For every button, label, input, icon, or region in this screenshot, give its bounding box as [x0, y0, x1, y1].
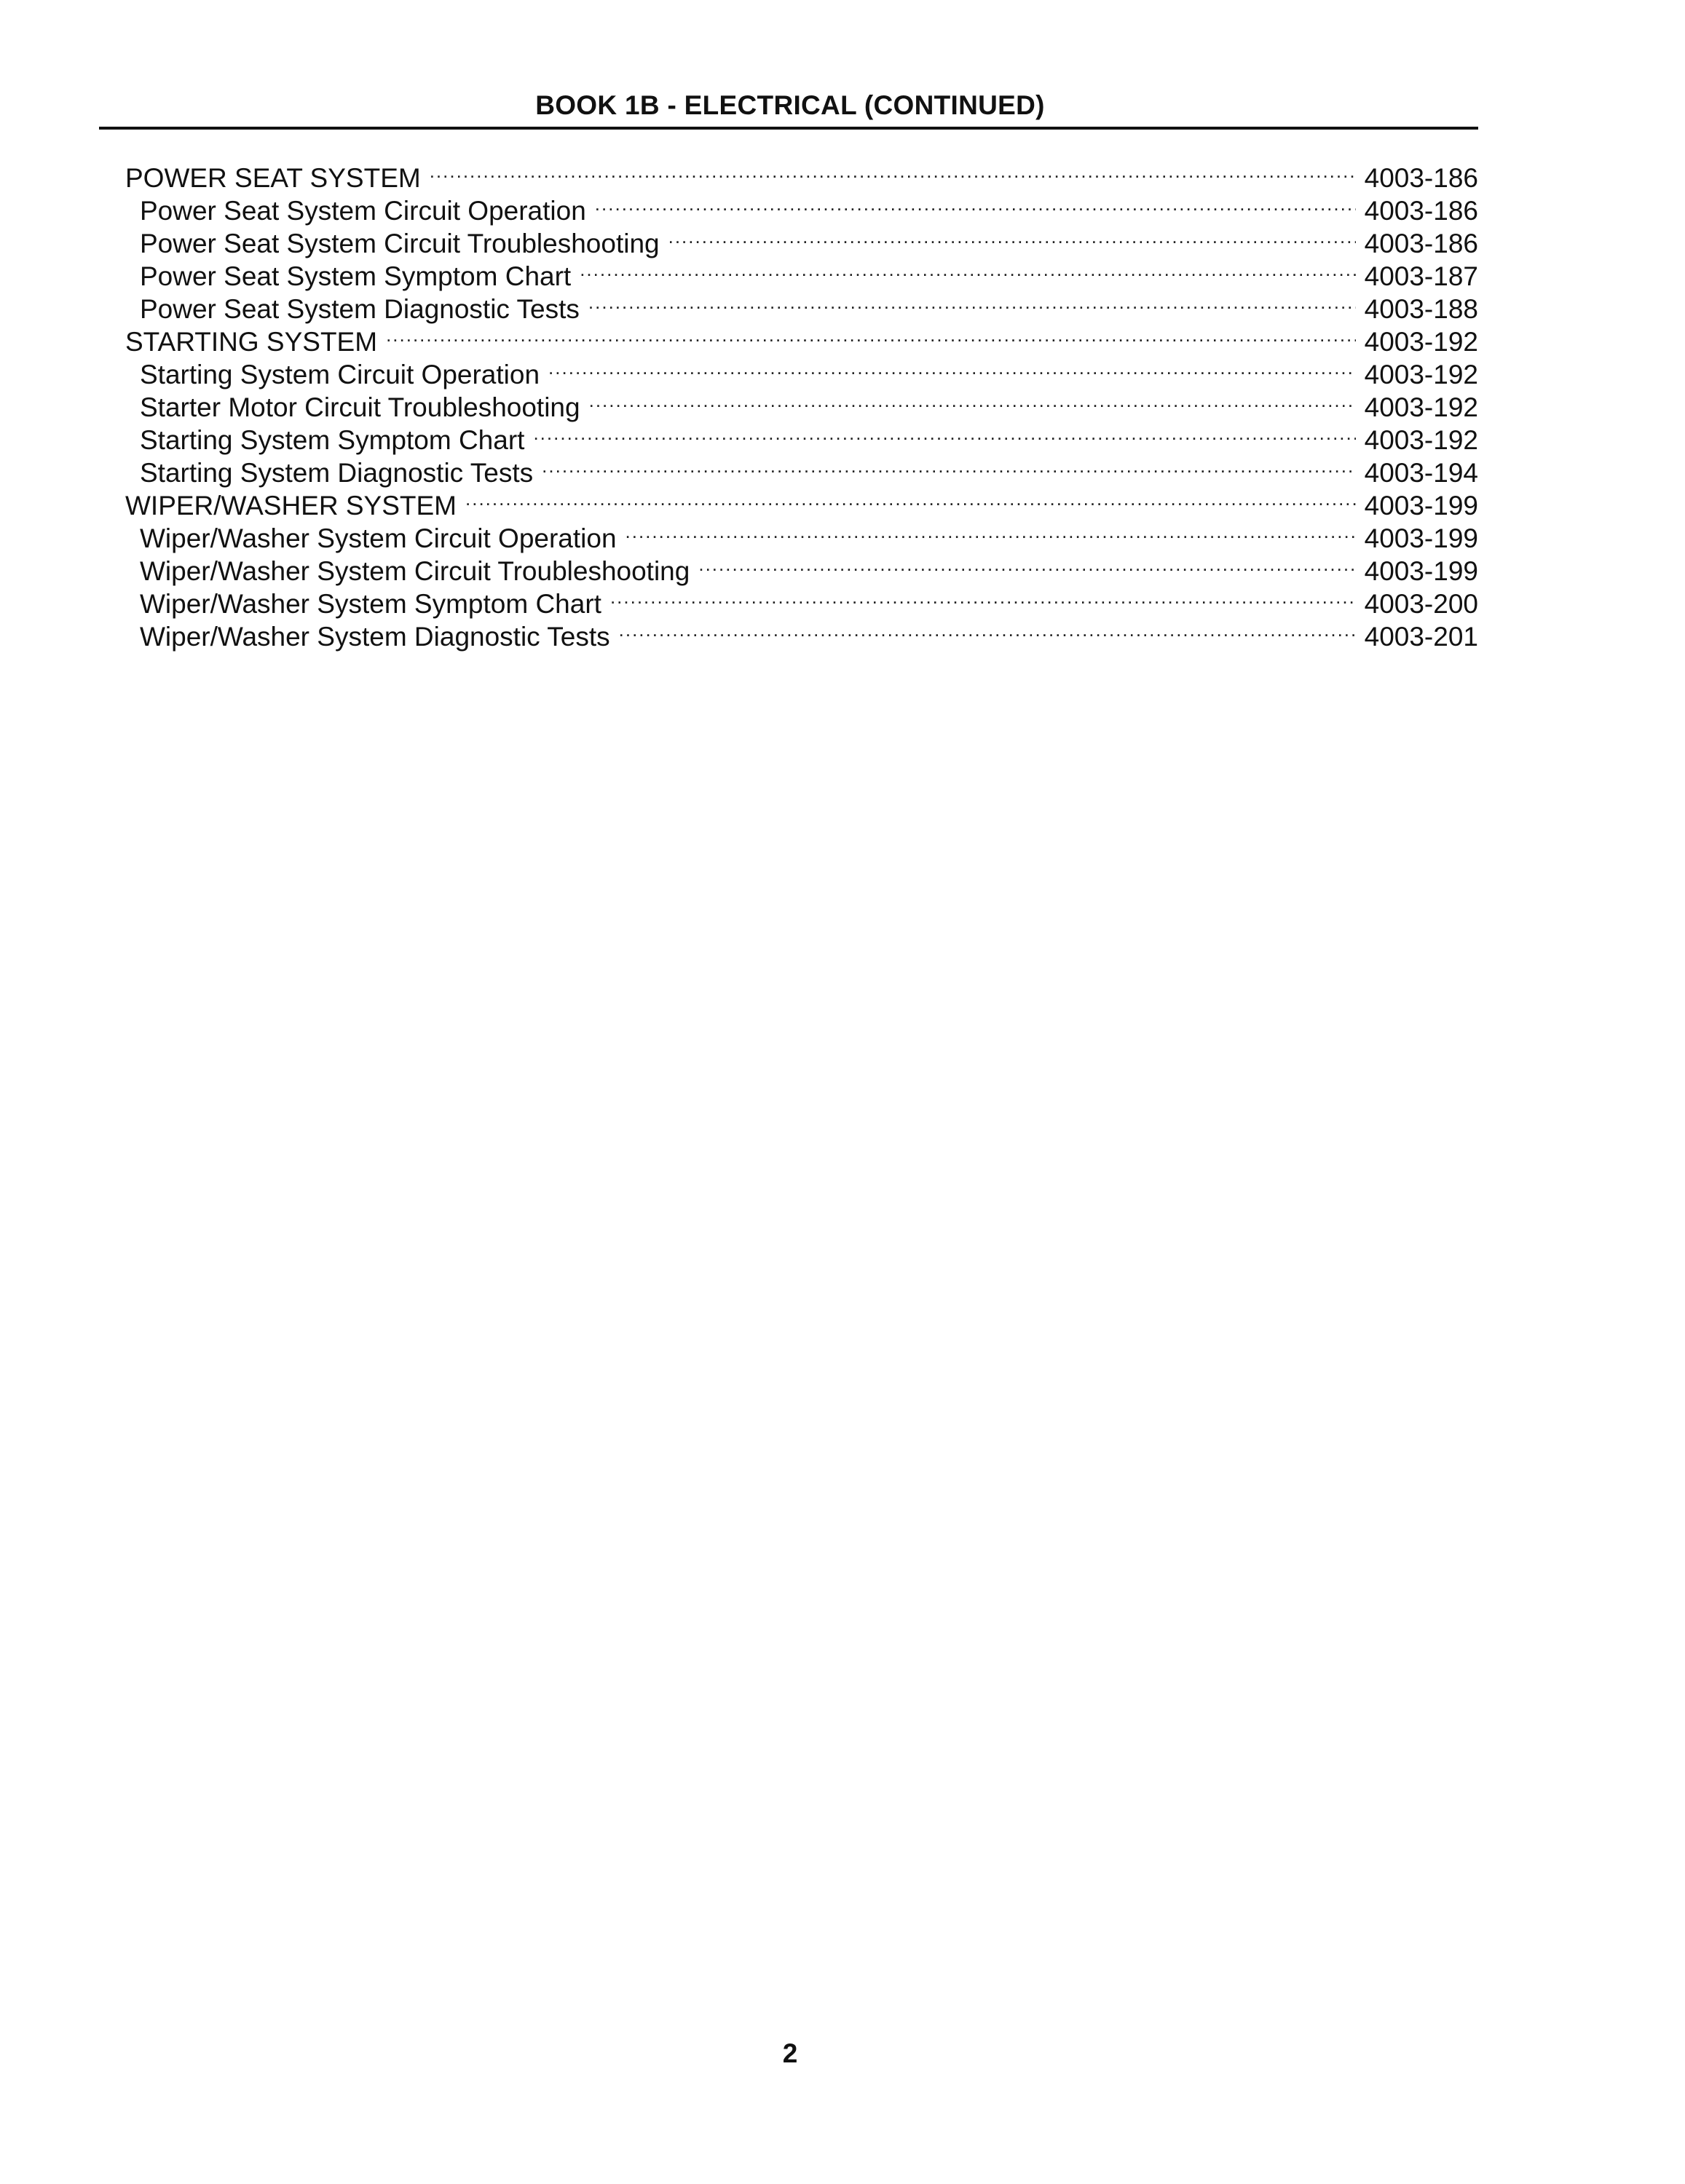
toc-entry-page: 4003-188	[1364, 294, 1478, 324]
toc-dot-leader	[430, 154, 1356, 187]
toc-dot-leader	[619, 613, 1356, 646]
toc-entry-label: Wiper/Washer System Diagnostic Tests	[140, 622, 610, 652]
toc-dot-leader	[465, 482, 1356, 515]
toc-dot-leader	[589, 384, 1356, 416]
toc-dot-leader	[542, 449, 1355, 482]
toc-entry-label: STARTING SYSTEM	[125, 327, 378, 357]
toc-entry-page: 4003-199	[1364, 491, 1478, 521]
toc-entry-page: 4003-199	[1364, 523, 1478, 553]
toc-entry-page: 4003-186	[1364, 163, 1478, 193]
toc-entry-page: 4003-186	[1364, 196, 1478, 226]
toc-entry-page: 4003-192	[1364, 425, 1478, 455]
toc-entry-label: Starting System Diagnostic Tests	[140, 458, 534, 488]
toc-entry-page: 4003-192	[1364, 360, 1478, 389]
toc-entry-page: 4003-187	[1364, 261, 1478, 291]
toc-entry-label: Starting System Circuit Operation	[140, 360, 540, 389]
toc-entry-page: 4003-200	[1364, 589, 1478, 619]
toc-dot-leader	[595, 187, 1356, 220]
toc-entry-page: 4003-192	[1364, 327, 1478, 357]
toc-entry-page: 4003-199	[1364, 556, 1478, 586]
toc-entry-label: POWER SEAT SYSTEM	[125, 163, 421, 193]
table-of-contents	[125, 154, 1478, 652]
toc-entry-label: Power Seat System Symptom Chart	[140, 261, 572, 291]
toc-entry-label: Power Seat System Diagnostic Tests	[140, 294, 580, 324]
toc-entry-label: Wiper/Washer System Circuit Operation	[140, 523, 617, 553]
toc-entry[interactable]	[125, 154, 1478, 193]
page-title: BOOK 1B - ELECTRICAL (CONTINUED)	[535, 90, 1045, 120]
toc-entry-label: Wiper/Washer System Symptom Chart	[140, 589, 601, 619]
toc-entry-label: Starter Motor Circuit Troubleshooting	[140, 392, 580, 422]
toc-entry-page: 4003-192	[1364, 392, 1478, 422]
toc-entry-label: WIPER/WASHER SYSTEM	[125, 491, 457, 521]
toc-dot-leader	[610, 580, 1356, 613]
toc-dot-leader	[533, 416, 1355, 449]
toc-entry-label: Power Seat System Circuit Operation	[140, 196, 586, 226]
page-number: 2	[782, 2038, 798, 2068]
toc-dot-leader	[386, 318, 1356, 351]
header-divider	[99, 127, 1478, 130]
toc-entry-page: 4003-201	[1364, 622, 1478, 652]
toc-dot-leader	[580, 253, 1355, 285]
toc-entry-page: 4003-194	[1364, 458, 1478, 488]
toc-dot-leader	[548, 351, 1356, 384]
toc-entry-label: Power Seat System Circuit Troubleshooting	[140, 229, 660, 258]
toc-entry-label: Wiper/Washer System Circuit Troubleshooting	[140, 556, 690, 586]
toc-entry-page: 4003-186	[1364, 229, 1478, 258]
toc-dot-leader	[668, 220, 1356, 253]
toc-dot-leader	[588, 285, 1356, 318]
toc-dot-leader	[626, 515, 1356, 547]
toc-dot-leader	[698, 547, 1355, 580]
toc-entry-label: Starting System Symptom Chart	[140, 425, 525, 455]
